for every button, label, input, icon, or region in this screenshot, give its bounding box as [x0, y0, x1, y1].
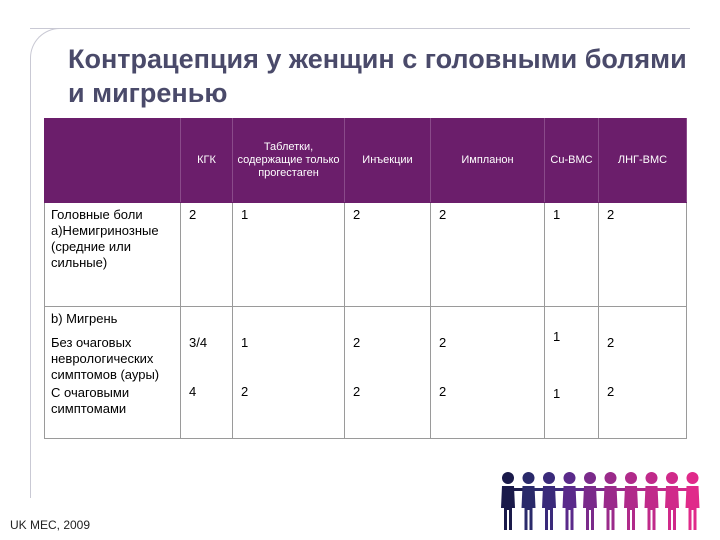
table-cell — [431, 307, 545, 439]
cell-value-no-aura: 2 — [607, 335, 615, 350]
table-cell — [431, 203, 545, 307]
cell-value-no-aura: 2 — [439, 335, 447, 350]
row-label-text: Головные боли а)Немигринозные (средние или сильные) — [51, 207, 159, 270]
contraception-table — [44, 118, 687, 439]
row-label-migraine — [45, 307, 181, 439]
header-implanon: Импланон — [431, 119, 545, 203]
cell-value-aura: 2 — [353, 384, 361, 399]
header-row — [45, 119, 687, 203]
cell-value-no-aura: 3/4 — [189, 335, 208, 350]
table-cell — [599, 203, 687, 307]
header-lng-iud: ЛНГ-ВМС — [599, 119, 687, 203]
table-cell — [233, 203, 345, 307]
table-cell — [599, 307, 687, 439]
cell-value-aura: 1 — [553, 386, 561, 401]
table-cell — [545, 307, 599, 439]
migraine-no-aura: Без очаговых неврологических симптомов (ауры) — [51, 335, 160, 382]
header-blank — [45, 119, 181, 203]
header-injections: Инъекции — [345, 119, 431, 203]
cell-value: 2 — [189, 207, 197, 222]
people-chain-graphic — [498, 470, 708, 532]
cell-value-no-aura: 1 — [241, 335, 249, 350]
table-row — [45, 307, 687, 439]
table-cell — [233, 307, 345, 439]
cell-value-no-aura: 2 — [353, 335, 361, 350]
table-cell — [345, 307, 431, 439]
cell-value: 2 — [607, 207, 615, 222]
cell-value-no-aura: 1 — [553, 329, 561, 344]
cell-value-aura: 2 — [607, 384, 615, 399]
cell-value-aura: 2 — [439, 384, 447, 399]
table-row — [45, 203, 687, 307]
cell-value-aura: 4 — [189, 384, 197, 399]
source-credit: UK MEC, 2009 — [10, 518, 91, 532]
table-cell — [181, 307, 233, 439]
person-figure-icon — [686, 472, 700, 530]
cell-value: 2 — [439, 207, 447, 222]
cell-value: 1 — [241, 207, 249, 222]
table-cell — [345, 203, 431, 307]
slide-title: Контрацепция у женщин с головными болями и мигренью — [68, 44, 687, 108]
cell-value: 2 — [353, 207, 361, 222]
frame-line-top — [30, 28, 690, 29]
table-cell — [545, 203, 599, 307]
table-cell — [181, 203, 233, 307]
header-kgk: КГК — [181, 119, 233, 203]
migraine-heading: b) Мигрень — [51, 311, 118, 326]
header-progestin-pills: Таблетки, содержащие только прогестаген — [233, 119, 345, 203]
cell-value: 1 — [553, 207, 561, 222]
migraine-with-aura: С очаговыми симптомами — [51, 385, 130, 416]
cell-value-aura: 2 — [241, 384, 249, 399]
header-cu-iud: Cu-ВМС — [545, 119, 599, 203]
row-label-headache — [45, 203, 181, 307]
